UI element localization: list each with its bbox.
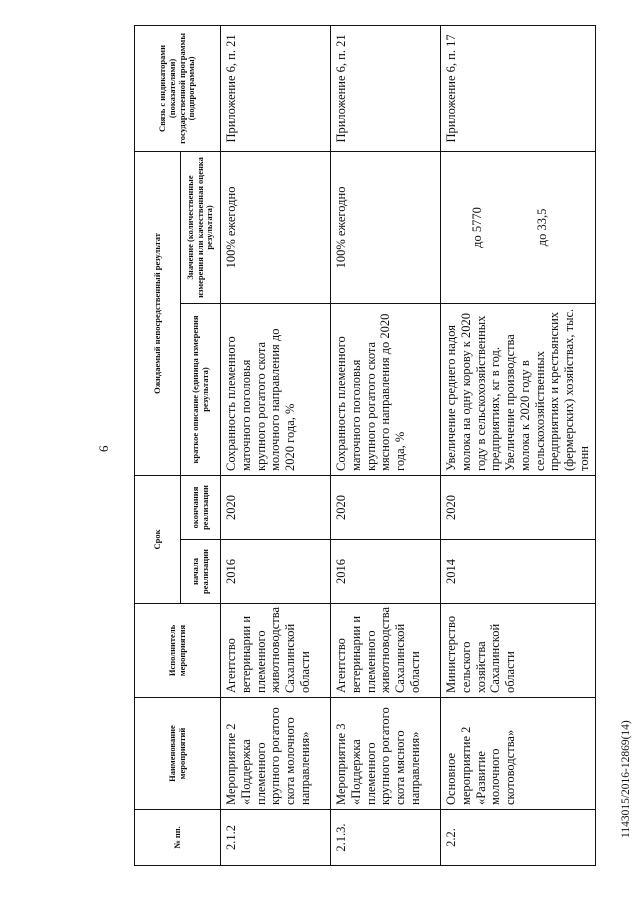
header-executor: Исполнитель мероприятия — [135, 604, 221, 698]
row-value-milk-production: до 33,5 — [534, 208, 549, 247]
row-value-milk-yield: до 5770 — [470, 207, 484, 248]
row-end: 2020 — [441, 475, 596, 539]
row-name: Мероприятие 2 «Поддержка племенного крупного рогатого скота молочного направления» — [221, 698, 331, 810]
row-executor: Министерство сельского хозяйства Сахалинской области — [441, 604, 596, 698]
row-link: Приложение 6, п. 21 — [221, 25, 331, 151]
row-num: 2.1.2 — [221, 810, 331, 866]
row-value-cell — [441, 151, 596, 303]
row-name: Основное мероприятие 2 «Развитие молочного скотоводства» — [441, 698, 596, 810]
row-link: Приложение 6, п. 17 — [441, 25, 596, 151]
page-number: 6 — [96, 445, 111, 452]
table-row — [441, 25, 596, 865]
header-value: Значение (количественные измерения или качественная оценка результата) — [181, 151, 221, 303]
row-start: 2016 — [221, 540, 331, 604]
row-name: Мероприятие 3 «Поддержка племенного крупного рогатого скота мясного направления» — [331, 698, 441, 810]
row-value: 100% ежегодно — [331, 151, 441, 303]
header-link: Связь с индикаторами (показателями) государственной программы (подпрограммы) — [135, 25, 221, 151]
row-desc: Сохранность племенного маточного поголовья крупного рогатого скота молочного направления до 2020 года, % — [221, 303, 331, 475]
row-start: 2014 — [441, 540, 596, 604]
row-executor: Агентство ветеринарии и племенного животноводства Сахалинской области — [331, 604, 441, 698]
row-executor: Агентство ветеринарии и племенного животноводства Сахалинской области — [221, 604, 331, 698]
row-start: 2016 — [331, 540, 441, 604]
table-row — [221, 25, 331, 865]
row-desc: Сохранность племенного маточного поголовья крупного рогатого скота мясного направления до 2020 года, % — [331, 303, 441, 475]
row-value: 100% ежегодно — [221, 151, 331, 303]
measures-table — [134, 25, 596, 866]
row-num: 2.2. — [441, 810, 596, 866]
row-end: 2020 — [221, 475, 331, 539]
header-num: № пп. — [135, 810, 221, 866]
header-term: Срок — [135, 475, 181, 603]
header-end: окончания реализации — [181, 475, 221, 539]
row-num: 2.1.3. — [331, 810, 441, 866]
table-row — [331, 25, 441, 865]
row-desc: Увеличение среднего надоя молока на одну корову к 2020 году в сельскохозяйственных предприятиях, кг в год. Увеличение производства молока к 2020 году в сельскохозяйственных предприятиях и крестьянских (фермерских) хозяйствах, тыс. тонн — [441, 303, 596, 475]
row-end: 2020 — [331, 475, 441, 539]
header-start: начала реализации — [181, 540, 221, 604]
header-name: Наименование мероприятий — [135, 698, 221, 810]
header-short-desc: краткое описание (единица измерения результата) — [181, 303, 221, 475]
rotated-table-wrapper — [134, 26, 594, 866]
header-expected: Ожидаемый непосредственный результат — [135, 151, 181, 475]
footer-code: 1143015/2016-12869(14) — [620, 720, 632, 838]
row-link: Приложение 6, п. 21 — [331, 25, 441, 151]
